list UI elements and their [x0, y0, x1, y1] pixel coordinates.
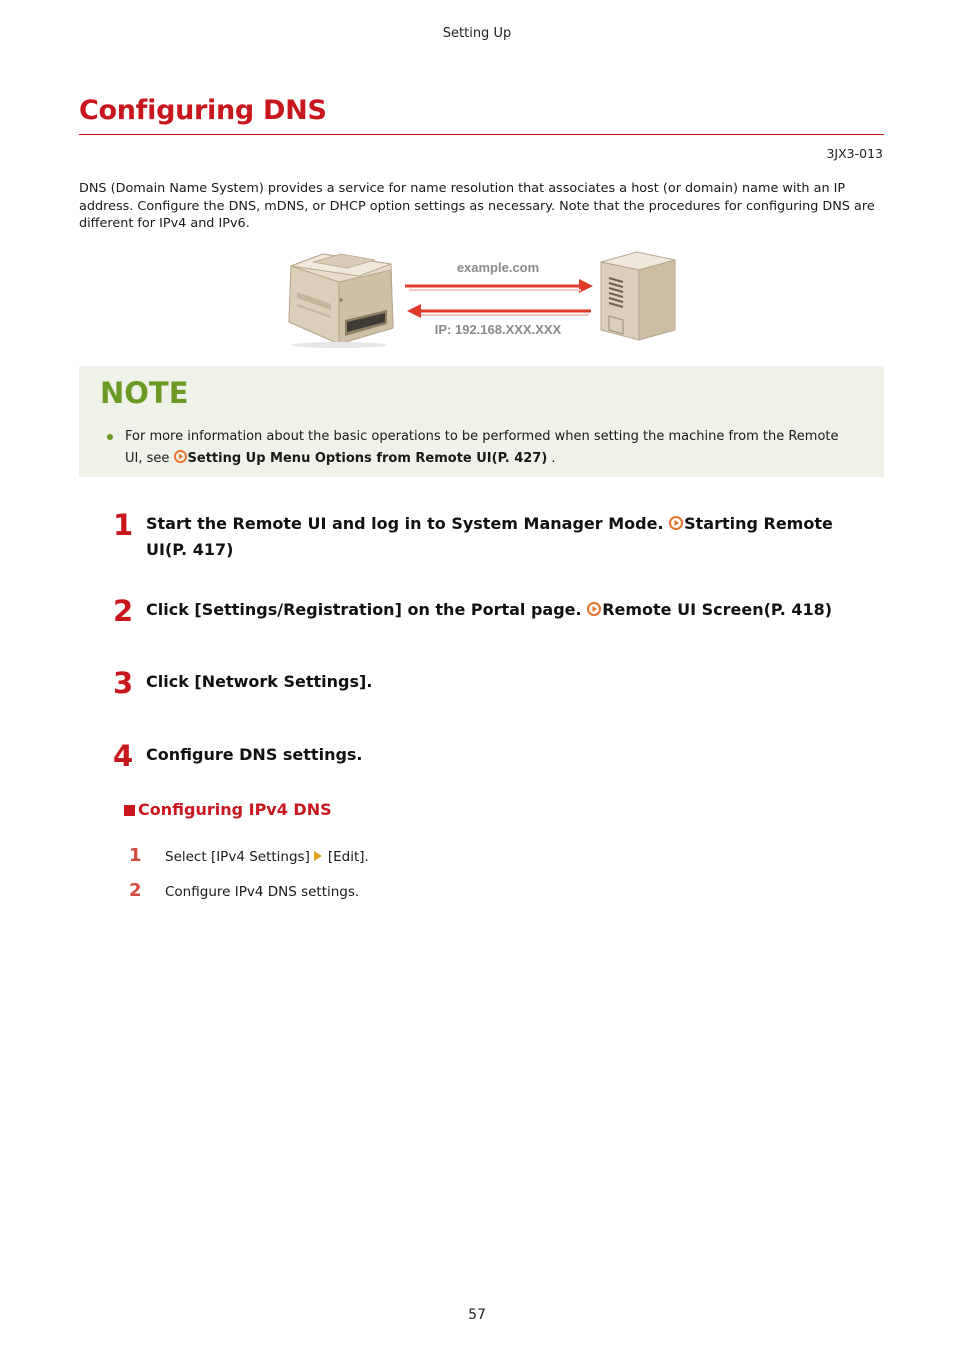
- running-header: Setting Up: [442, 26, 512, 41]
- dns-illustration: [283, 248, 683, 350]
- page-title: Configuring DNS: [79, 95, 327, 126]
- substep-text: Configure IPv4 DNS settings.: [165, 884, 360, 900]
- step-text: Click [Settings/Registration] on the Portal page. Remote UI Screen(P. 418): [146, 600, 833, 619]
- title-divider: [79, 134, 884, 135]
- step-number: 4: [113, 739, 134, 773]
- note-text-end: .: [547, 451, 556, 466]
- page-number: 57: [468, 1307, 486, 1323]
- printer-icon: [289, 254, 393, 348]
- substep-number: 1: [129, 845, 142, 866]
- arrow-to-server-icon: [405, 279, 593, 293]
- link-arrow-icon: [669, 516, 683, 530]
- note-text: For more information about the basic operations to be performed when setting the machine from the Remote UI, see: [125, 429, 839, 466]
- subsection-heading: Configuring IPv4 DNS: [124, 800, 332, 819]
- square-bullet-icon: [124, 805, 135, 816]
- menu-arrow-icon: [314, 851, 322, 861]
- note-box: [79, 366, 884, 477]
- bullet-icon: [107, 434, 113, 440]
- arrow-to-printer-icon: [407, 304, 591, 318]
- link-starting-remote-ui[interactable]: Starting Remote UI(P. 417): [146, 514, 833, 559]
- step-text: Click [Network Settings].: [146, 672, 373, 691]
- link-remote-ui-screen[interactable]: Remote UI Screen(P. 418): [587, 600, 832, 619]
- step-number: 1: [113, 508, 134, 542]
- domain-label: example.com: [456, 260, 540, 275]
- link-arrow-icon: [587, 602, 601, 616]
- step-text: Configure DNS settings.: [146, 745, 363, 764]
- note-title: NOTE: [100, 376, 189, 410]
- intro-paragraph: DNS (Domain Name System) provides a service for name resolution that associates a host (or domain) name with an IP address. Configure the DNS, mDNS, or DHCP option settings as necessary. Note that the procedures for configuring DNS are different for IPv4 and IPv6.: [79, 181, 875, 231]
- server-icon: [601, 252, 675, 340]
- substep-text: Select [IPv4 Settings] [Edit].: [165, 849, 369, 865]
- document-id: 3JX3-013: [826, 146, 883, 161]
- step-number: 3: [113, 666, 134, 700]
- ip-label: IP: 192.168.XXX.XXX: [434, 322, 562, 337]
- step-number: 2: [113, 594, 134, 628]
- link-arrow-icon: [174, 450, 187, 463]
- step-text: Start the Remote UI and log in to System Manager Mode. Starting Remote UI(P. 417): [146, 514, 833, 559]
- note-item: [107, 426, 847, 470]
- substep-number: 2: [129, 880, 142, 901]
- link-setting-up-menu-options[interactable]: Setting Up Menu Options from Remote UI(P. 427): [174, 451, 548, 466]
